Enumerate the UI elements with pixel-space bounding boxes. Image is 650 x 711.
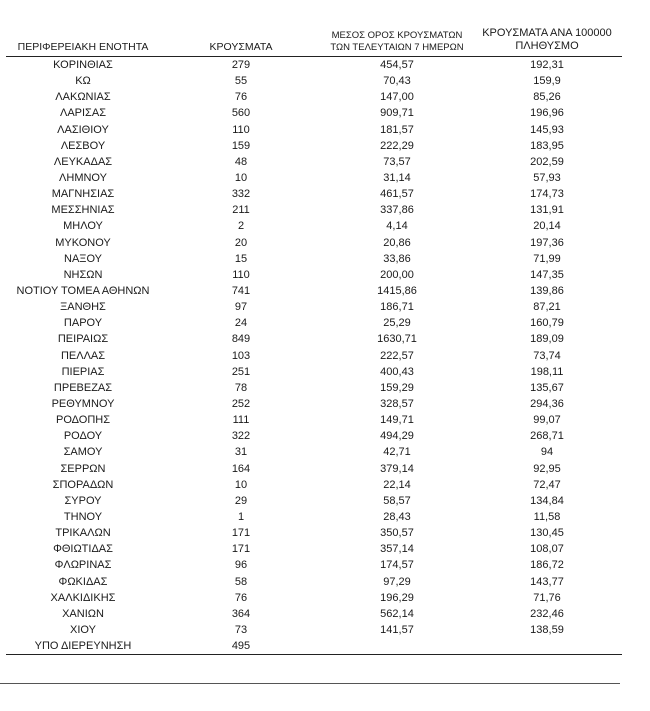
table-row: [6, 557, 622, 573]
region-cell: ΡΕΘΥΜΝΟΥ: [51, 398, 115, 411]
region-cell: ΧΑΛΚΙΔΙΚΗΣ: [50, 591, 116, 604]
region-cell: ΡΟΔΟΥ: [63, 430, 103, 443]
cases-cell: 96: [234, 559, 248, 572]
table-row: [6, 525, 622, 541]
avg-7-days-cell: 97,29: [383, 575, 411, 588]
avg-7-days-cell: 1415,86: [377, 285, 417, 298]
per-100k-cell: 268,71: [530, 430, 564, 443]
avg-7-days-cell: 31,14: [383, 172, 411, 185]
bottom-divider: [0, 683, 620, 684]
avg-7-days-cell: 28,43: [383, 511, 411, 523]
table-row: [6, 606, 622, 622]
avg-7-days-cell: 350,57: [380, 527, 414, 540]
region-cell: ΤΗΝΟΥ: [63, 511, 103, 523]
per-100k-cell: 294,36: [530, 398, 564, 411]
table-header: [6, 18, 622, 57]
cases-cell: 76: [234, 91, 248, 104]
table-row: [6, 57, 622, 74]
avg-7-days-cell: 1630,71: [377, 333, 417, 346]
per-100k-cell: 183,95: [530, 139, 564, 152]
cases-cell: 31: [234, 446, 248, 459]
cases-cell: 103: [231, 349, 251, 362]
avg-7-days-cell: 73,57: [383, 155, 411, 168]
cases-cell: 164: [231, 462, 251, 475]
cases-cell: 251: [231, 365, 251, 378]
table-row: [6, 105, 622, 121]
avg-7-days-cell: 400,43: [380, 365, 414, 378]
region-cell: ΜΗΛΟΥ: [63, 220, 103, 233]
cases-cell: 55: [234, 75, 248, 88]
cases-cell: 10: [234, 172, 248, 185]
avg-7-days-cell: 147,00: [380, 91, 414, 104]
table-row: [6, 428, 622, 444]
cases-cell: 279: [231, 59, 251, 72]
region-cell: ΣΕΡΡΩΝ: [60, 462, 106, 475]
cases-cell: 24: [234, 317, 248, 330]
region-cell: ΜΥΚΟΝΟΥ: [55, 236, 111, 249]
avg-7-days-cell: [322, 638, 472, 655]
region-cell: ΦΩΚΙΔΑΣ: [58, 575, 108, 588]
avg-7-days-cell: 33,86: [383, 252, 411, 265]
cases-cell: 495: [160, 638, 322, 655]
region-cell: ΦΘΙΩΤΙΔΑΣ: [53, 543, 113, 556]
region-cell: ΛΑΚΩΝΙΑΣ: [55, 91, 111, 104]
cases-cell: 111: [232, 414, 250, 427]
table-row: [6, 638, 622, 655]
table-row: [6, 73, 622, 89]
region-cell: ΜΕΣΣΗΝΙΑΣ: [51, 204, 115, 217]
avg-7-days-cell: 159,29: [380, 381, 414, 394]
region-cell: ΛΑΡΙΣΑΣ: [59, 107, 106, 120]
cases-cell: 322: [231, 430, 251, 443]
table-row: [6, 89, 622, 105]
avg-7-days-cell: 494,29: [380, 430, 414, 443]
per-100k-cell: 138,59: [530, 623, 564, 636]
region-cell: ΦΛΩΡΙΝΑΣ: [54, 559, 112, 572]
header-cases: ΚΡΟΥΣΜΑΤΑ: [160, 18, 322, 57]
region-cell: ΠΙΕΡΙΑΣ: [61, 365, 105, 378]
per-100k-cell: 131,91: [530, 204, 564, 217]
table-row: [6, 412, 622, 428]
per-100k-cell: 197,36: [530, 236, 564, 249]
per-100k-cell: 99,07: [533, 414, 561, 427]
per-100k-cell: 85,26: [533, 91, 561, 104]
per-100k-cell: 159,9: [533, 75, 561, 88]
header-cases-per-100k: ΚΡΟΥΣΜΑΤΑ ΑΝΑ 100000 ΠΛΗΘΥΣΜΟ: [472, 18, 622, 57]
per-100k-cell: 139,86: [530, 285, 564, 298]
table-body: [6, 57, 622, 655]
per-100k-cell: 147,35: [530, 268, 564, 281]
cases-cell: 171: [231, 527, 251, 540]
table-row: [6, 186, 622, 202]
table-row: [6, 202, 622, 218]
table-row: [6, 622, 622, 638]
per-100k-cell: 94: [540, 446, 554, 459]
region-cell: ΠΑΡΟΥ: [63, 317, 103, 330]
avg-7-days-cell: 222,29: [380, 139, 414, 152]
table-row: [6, 299, 622, 315]
per-100k-cell: 71,76: [533, 591, 561, 604]
region-cell: ΠΡΕΒΕΖΑΣ: [53, 381, 113, 394]
avg-7-days-cell: 222,57: [380, 349, 414, 362]
per-100k-cell: 232,46: [530, 607, 564, 620]
region-cell: ΣΑΜΟΥ: [63, 446, 103, 459]
per-100k-cell: 174,73: [530, 188, 564, 201]
table-row: [6, 122, 622, 138]
per-100k-cell: [472, 638, 622, 655]
region-cell: ΚΩ: [75, 75, 91, 88]
per-100k-cell: 73,74: [533, 349, 561, 362]
region-cell: ΡΟΔΟΠΗΣ: [55, 414, 111, 427]
cases-cell: 73: [234, 623, 248, 636]
cases-cell: 76: [234, 591, 248, 604]
table-row: [6, 218, 622, 234]
avg-7-days-cell: 200,00: [380, 268, 414, 281]
per-100k-cell: 202,59: [530, 155, 564, 168]
region-cell: ΞΑΝΘΗΣ: [60, 301, 106, 314]
avg-7-days-cell: 174,57: [380, 559, 414, 572]
avg-7-days-cell: 379,14: [380, 462, 414, 475]
per-100k-cell: 11,58: [533, 511, 561, 523]
region-cell: ΣΠΟΡΑΔΩΝ: [52, 478, 114, 491]
cases-cell: 10: [234, 478, 248, 491]
cases-cell: 560: [231, 107, 251, 120]
table-row: [6, 461, 622, 477]
avg-7-days-cell: 196,29: [380, 591, 414, 604]
table-row: [6, 444, 622, 460]
table-row: [6, 331, 622, 347]
avg-7-days-cell: 4,14: [386, 220, 408, 233]
avg-7-days-cell: 337,86: [380, 204, 414, 217]
cases-cell: 1: [237, 511, 245, 523]
avg-7-days-cell: 909,71: [380, 107, 414, 120]
per-100k-cell: 87,21: [533, 301, 561, 314]
region-cell: ΠΕΙΡΑΙΩΣ: [57, 333, 109, 346]
region-cell: ΝΗΣΩΝ: [63, 268, 103, 281]
per-100k-cell: 72,47: [533, 478, 561, 491]
per-100k-cell: 57,93: [533, 172, 561, 185]
per-100k-cell: 135,67: [530, 381, 564, 394]
region-cell: ΝΑΞΟΥ: [64, 252, 102, 265]
table-row: [6, 267, 622, 283]
table-row: [6, 396, 622, 412]
avg-7-days-cell: 25,29: [383, 317, 411, 330]
region-cell: ΧΑΝΙΩΝ: [62, 607, 104, 620]
region-cell: ΛΕΥΚΑΔΑΣ: [53, 155, 113, 168]
per-100k-cell: 134,84: [530, 494, 564, 507]
table-row: [6, 493, 622, 509]
table-row: [6, 251, 622, 267]
cases-cell: 171: [231, 543, 251, 556]
avg-7-days-cell: 42,71: [383, 446, 411, 459]
per-100k-cell: 186,72: [530, 559, 564, 572]
cases-cell: 29: [234, 494, 248, 507]
table-row: [6, 170, 622, 186]
table-row: [6, 283, 622, 299]
avg-7-days-cell: 357,14: [380, 543, 414, 556]
per-100k-cell: 92,95: [533, 462, 561, 475]
region-cell: ΜΑΓΝΗΣΙΑΣ: [51, 188, 115, 201]
region-cell: ΛΗΜΝΟΥ: [59, 172, 107, 185]
per-100k-cell: 189,09: [530, 333, 564, 346]
table-row: [6, 477, 622, 493]
cases-cell: 20: [234, 236, 248, 249]
avg-7-days-cell: 70,43: [383, 75, 411, 88]
per-100k-cell: 160,79: [530, 317, 564, 330]
table-row: [6, 154, 622, 170]
table-row: [6, 364, 622, 380]
avg-7-days-cell: 141,57: [380, 623, 414, 636]
cases-cell: 110: [232, 268, 250, 281]
per-100k-cell: 192,31: [530, 59, 564, 72]
per-100k-cell: 196,96: [530, 107, 564, 120]
per-100k-cell: 145,93: [530, 123, 564, 136]
region-cell: ΣΥΡΟΥ: [64, 494, 102, 507]
avg-7-days-cell: 328,57: [380, 398, 414, 411]
per-100k-cell: 108,07: [530, 543, 564, 556]
per-100k-cell: 71,99: [533, 252, 561, 265]
cases-cell: 78: [234, 381, 248, 394]
table-row: [6, 380, 622, 396]
per-100k-cell: 198,11: [530, 365, 564, 378]
cases-cell: 159: [231, 139, 251, 152]
region-cell: ΛΕΣΒΟΥ: [60, 139, 106, 152]
cases-cell: 15: [234, 252, 248, 265]
table-row: [6, 574, 622, 590]
table-row: [6, 315, 622, 331]
avg-7-days-cell: 454,57: [380, 59, 414, 72]
cases-cell: 211: [232, 204, 250, 217]
header-avg-7-days: ΜΕΣΟΣ ΟΡΟΣ ΚΡΟΥΣΜΑΤΩΝ ΤΩΝ ΤΕΛΕΥΤΑΙΩΝ 7 ΗΜΕΡΩΝ: [322, 18, 472, 57]
cases-cell: 58: [234, 575, 248, 588]
table-row: [6, 509, 622, 525]
avg-7-days-cell: 58,57: [383, 494, 411, 507]
cases-cell: 741: [231, 285, 251, 298]
region-cell: ΥΠΟ ΔΙΕΡΕΥΝΗΣΗ: [6, 638, 160, 655]
per-100k-cell: 143,77: [530, 575, 564, 588]
cases-cell: 849: [231, 333, 251, 346]
avg-7-days-cell: 20,86: [383, 236, 411, 249]
region-cell: ΛΑΣΙΘΙΟΥ: [57, 123, 109, 136]
cases-cell: 97: [234, 301, 248, 314]
region-cell: ΧΙΟΥ: [70, 623, 96, 636]
cases-cell: 332: [231, 188, 251, 201]
region-cell: ΚΟΡΙΝΘΙΑΣ: [53, 59, 113, 72]
avg-7-days-cell: 149,71: [380, 414, 414, 427]
cases-cell: 252: [231, 398, 251, 411]
header-region: ΠΕΡΙΦΕΡΕΙΑΚΗ ΕΝΟΤΗΤΑ: [6, 18, 160, 57]
header-row: [6, 18, 622, 57]
cases-cell: 48: [234, 155, 248, 168]
cases-cell: 2: [237, 220, 245, 233]
table-row: [6, 138, 622, 154]
cases-cell: 110: [232, 123, 250, 136]
table-row: [6, 541, 622, 557]
avg-7-days-cell: 562,14: [380, 607, 414, 620]
region-cell: ΤΡΙΚΑΛΩΝ: [55, 527, 111, 540]
table-row: [6, 348, 622, 364]
table-row: [6, 590, 622, 606]
table-row: [6, 235, 622, 251]
avg-7-days-cell: 181,57: [380, 123, 414, 136]
region-cell: ΝΟΤΙΟΥ ΤΟΜΕΑ ΑΘΗΝΩΝ: [16, 285, 150, 298]
region-cell: ΠΕΛΛΑΣ: [60, 349, 106, 362]
avg-7-days-cell: 22,14: [383, 478, 411, 491]
per-100k-cell: 130,45: [530, 527, 564, 540]
avg-7-days-cell: 186,71: [380, 301, 414, 314]
cases-cell: 364: [231, 607, 251, 620]
per-100k-cell: 20,14: [533, 220, 561, 233]
regional-cases-table: [6, 18, 622, 655]
avg-7-days-cell: 461,57: [380, 188, 414, 201]
